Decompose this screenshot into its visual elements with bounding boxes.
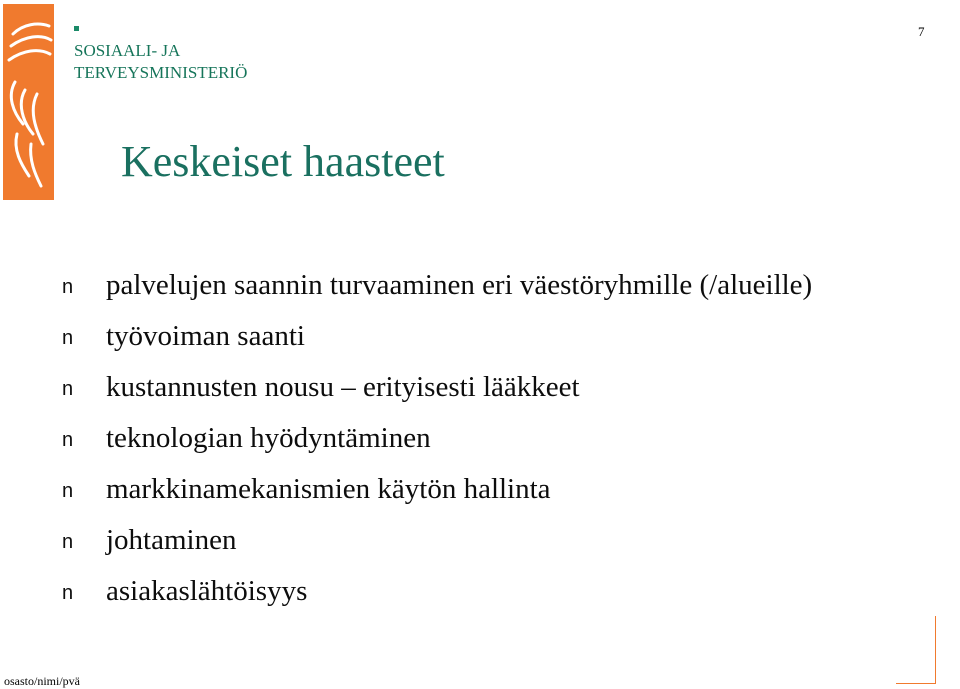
bullet-marker: n — [62, 327, 74, 349]
bullet-marker: n — [62, 582, 74, 604]
bullet-marker: n — [62, 480, 74, 502]
bullet-item — [62, 464, 812, 515]
header-square-icon — [74, 26, 79, 31]
bullet-text: teknologian hyödyntäminen — [106, 422, 431, 454]
bullet-marker: n — [62, 429, 74, 451]
bullet-item — [62, 311, 812, 362]
slide-title: Keskeiset haasteet — [121, 137, 445, 186]
bullet-item — [62, 413, 812, 464]
footer-text: osasto/nimi/pvä — [4, 674, 80, 688]
bullet-marker: n — [62, 276, 74, 298]
ministry-logo — [3, 4, 54, 200]
bullet-text: kustannusten nousu – erityisesti lääkkeet — [106, 371, 580, 403]
ministry-line-2: TERVEYSMINISTERIÖ — [74, 63, 248, 82]
bullet-marker: n — [62, 531, 74, 553]
bullet-text: työvoiman saanti — [106, 320, 305, 352]
bullet-item — [62, 260, 812, 311]
bullet-item — [62, 566, 812, 617]
page-number: 7 — [918, 24, 925, 39]
bullet-list — [62, 260, 812, 617]
bullet-text: palvelujen saannin turvaaminen eri väestöryhmille (/alueille) — [106, 269, 813, 301]
ministry-name — [74, 40, 247, 84]
bullet-text: asiakaslähtöisyys — [106, 575, 308, 607]
ministry-line-1: SOSIAALI- JA — [74, 41, 181, 60]
corner-decoration-icon — [896, 616, 936, 684]
bullet-marker: n — [62, 378, 74, 400]
flame-logo-icon — [3, 4, 54, 200]
bullet-item — [62, 515, 812, 566]
bullet-text: johtaminen — [106, 524, 237, 556]
bullet-item — [62, 362, 812, 413]
bullet-text: markkinamekanismien käytön hallinta — [106, 473, 551, 505]
